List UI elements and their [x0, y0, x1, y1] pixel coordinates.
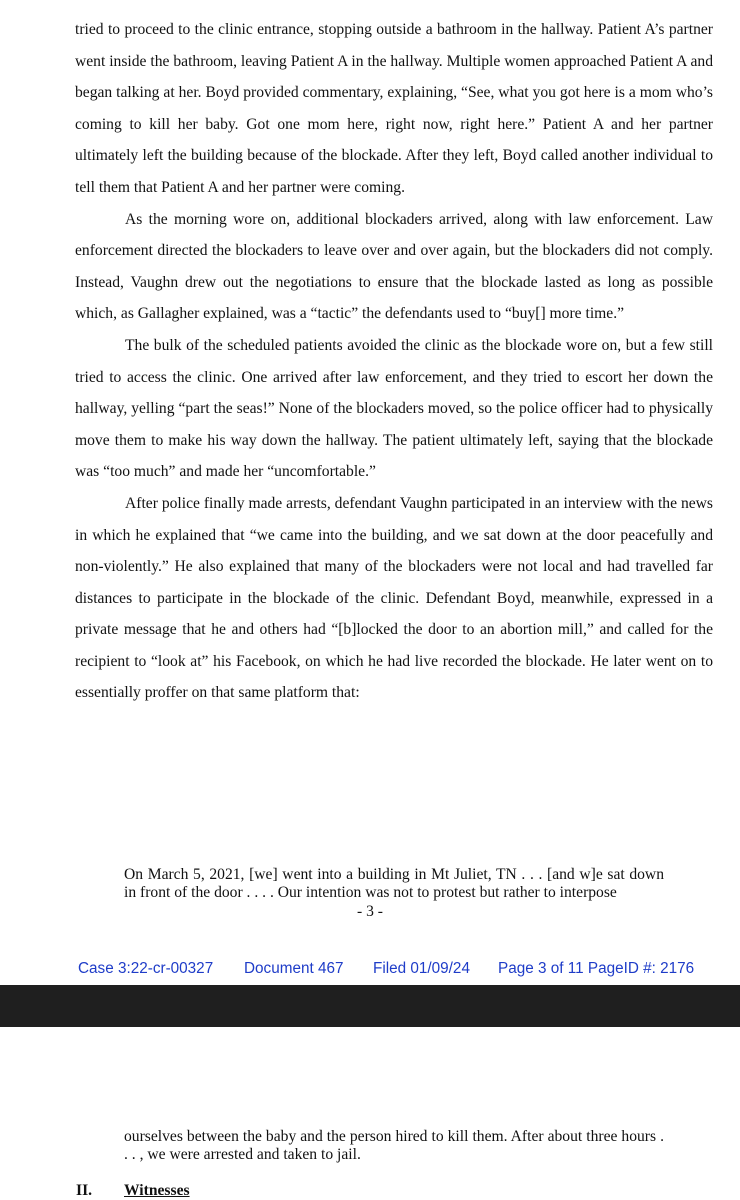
block-quote-continuation: ourselves between the baby and the person hired to kill them. After about three hours . . . , we were arrested and taken to jail.: [124, 1128, 664, 1163]
footer-document-number: Document 467: [244, 960, 344, 977]
footer-filed-date: Filed 01/09/24: [373, 960, 470, 977]
page-separator: [0, 985, 740, 1027]
paragraph-3: The bulk of the scheduled patients avoided the clinic as the blockade wore on, but a few still tried to access the clinic. One arrived after law enforcement, and they tried to escort her down the hallway, yelling “part the seas!” None of the blockaders moved, so the police officer had to physically move them to make his way down the hallway. The patient ultimately left, saying that the blockade was “too much” and made her “uncomfortable.”: [75, 336, 713, 481]
body-text: [75, 14, 713, 709]
section-heading: [76, 1182, 190, 1200]
court-filing-footer: [0, 960, 740, 982]
section-number: II.: [76, 1182, 93, 1199]
paragraph-2: As the morning wore on, additional blockaders arrived, along with law enforcement. Law enforcement directed the blockaders to leave over and over again, but the blockaders did not comply. Instead, Vaughn drew out the negotiations to ensure that the blockade lasted as long as possible which, as Gallagher explained, was a “tactic” the defendants used to “buy[] more time.”: [75, 210, 713, 323]
block-quote: On March 5, 2021, [we] went into a building in Mt Juliet, TN . . . [and w]e sat down in front of the door . . . . Our intention was not to protest but rather to interpose: [124, 866, 664, 901]
page-number: - 3 -: [357, 903, 383, 920]
document-page-4: [0, 1027, 740, 1200]
footer-case-number: Case 3:22-cr-00327: [78, 960, 214, 977]
paragraph-4: After police finally made arrests, defendant Vaughn participated in an interview with the news in which he explained that “we came into the building, and we sat down at the door peacefully and non-violently.” He also explained that many of the blockaders were not local and had travelled far distances to participate in the blockade of the clinic. Defendant Boyd, meanwhile, expressed in a private message that he and others had “[b]locked the door to an abortion mill,” and called for the recipient to “look at” his Facebook, on which he had live recorded the blockade. He later went on to essentially proffer on that same platform that:: [75, 494, 713, 702]
paragraph-1: tried to proceed to the clinic entrance, stopping outside a bathroom in the hallway. Patient A’s partner went inside the bathroom, leaving Patient A in the hallway. Multiple women approached Patient A and began talking at her. Boyd provided commentary, explaining, “See, what you got here is a mom who’s coming to kill her baby. Got one mom here, right now, right here.” Patient A and her partner ultimately left the building because of the blockade. After they left, Boyd called another individual to tell them that Patient A and her partner were coming.: [75, 21, 713, 196]
footer-page-id: Page 3 of 11 PageID #: 2176: [498, 960, 695, 977]
section-title: Witnesses: [124, 1182, 190, 1199]
